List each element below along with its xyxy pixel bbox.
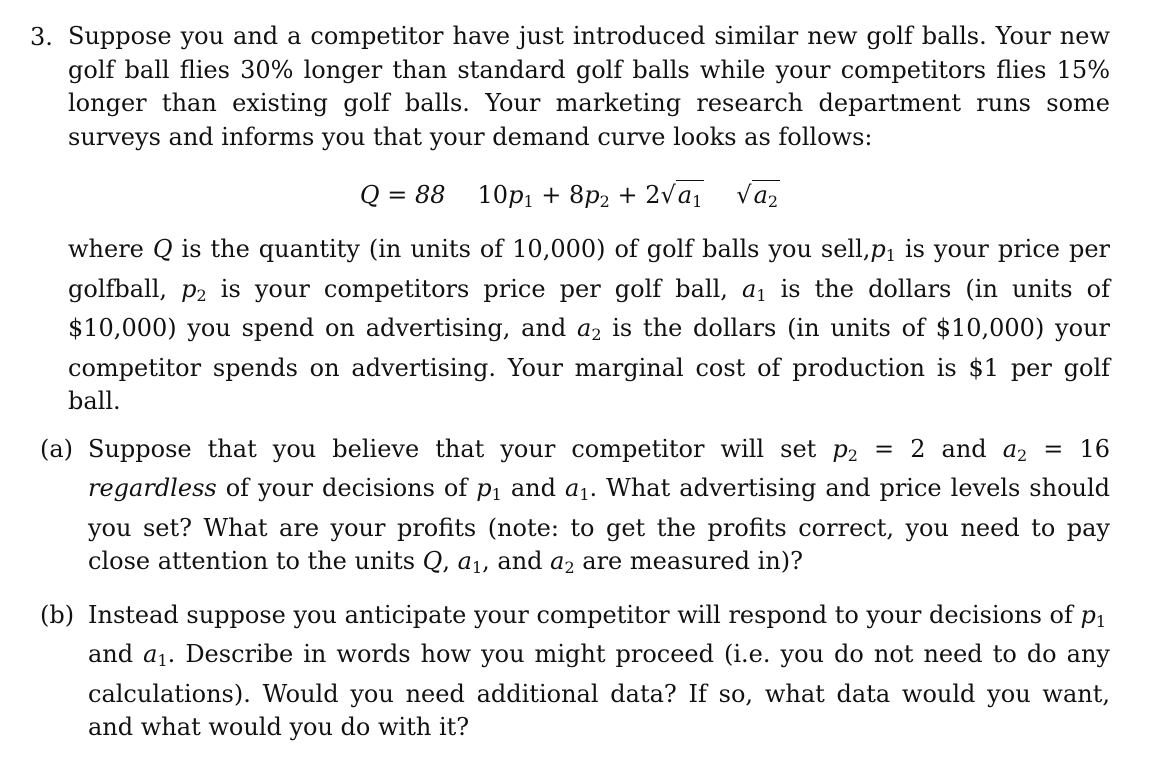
- sqrt-a2: $√a_2$: [736, 181, 779, 211]
- sqrt-a1: $√a_1$: [660, 181, 703, 211]
- demand-equation: Q = 88 $10p_1 + 8p_2 + 2√a_1$ $√a_2$: [30, 178, 1110, 219]
- part-b: (b) Instead suppose you anticipate your competitor will respond to your decisions of $p_1$ and $a_1$. Describe in words how you might proceed (i.e. you do not need to do any calculations). Would you need additional data? If so, what data would you want, and what would you do with it?: [40, 600, 1110, 741]
- equation-lhs: Q = 88: [359, 181, 446, 209]
- sub-questions: [40, 433, 1110, 745]
- problem-number: 3.: [30, 23, 53, 51]
- equation-term3: + 2: [609, 181, 661, 209]
- problem-3: [30, 20, 1110, 759]
- equation-term2: + 8: [533, 181, 585, 209]
- part-a: (a) Suppose that you believe that your competitor will set $p_2 = 2$ and $a_2 = 16$ regardless of your decisions of $p_1$ and $a_1$. What advertising and price levels should you set? What are your profits (note: to get the profits correct, you need to pay close attention to the units Q, $a_1$, and $a_2$ are measured in)?: [40, 434, 1111, 577]
- problem-intro: Suppose you and a competitor have just introduced similar new golf balls. Your new golf ball flies 30% longer than standard golf balls while your competitors flies 15% longer than existing golf balls. Your marketing research department runs some surveys and informs you that your demand curve looks as follows:: [68, 22, 1110, 151]
- part-b-label: (b): [40, 600, 75, 629]
- part-a-label: (a): [40, 434, 74, 463]
- equation-term1: 10: [477, 181, 509, 209]
- variable-definitions: where Q is the quantity (in units of 10,000) of golf balls you $sell,p_1$ is your price per golfball, $p_2$ is your competitors price per golf ball, $a_1$ is the dollars (in units of $10,000) you spend on advertising, and $a_2$ is the dollars (in units of $10,000) your competitor spends on advertising. Your marginal cost of production is $1 per golf ball.: [68, 235, 1110, 415]
